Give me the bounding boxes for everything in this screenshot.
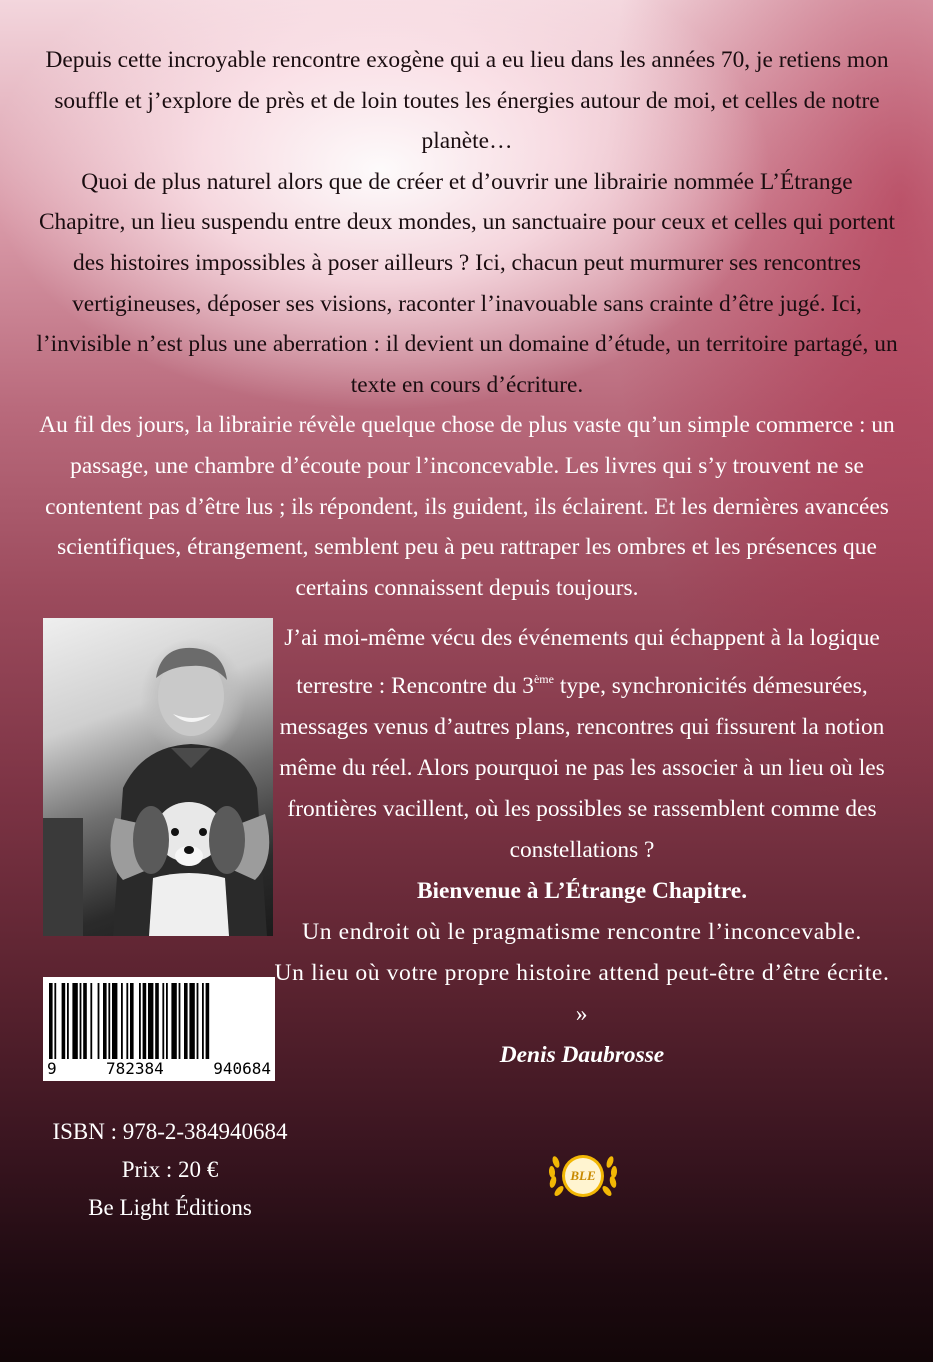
- intro-paragraph-2: Quoi de plus naturel alors que de créer et d’ouvrir une librairie nommée L’Étrange Chapitre, un lieu suspendu entre deux mondes, un sanctuaire pour ceux et celles qui portent des histoires impossibles à poser ailleurs ? Ici, chacun peut murmurer ses rencontres vertigineuses, déposer ses visions, raconter l’inavouable sans crainte d’être jugé. Ici, l’invisible n’est plus une aberration : il devient un domaine d’étude, un territoire partagé, un texte en cours d’écriture.: [36, 168, 898, 398]
- barcode-bar: [206, 983, 210, 1059]
- barcode-bar: [139, 983, 141, 1059]
- author-paragraph: [272, 618, 892, 871]
- intro-paragraph-3: Au fil des jours, la librairie révèle quelque chose de plus vaste qu’un simple commerce : un passage, une chambre d’écoute pour l’inconcevable. Les livres qui s’y trouvent ne se contentent pas d’être lus ; ils répondent, ils guident, ils éclairent. Et les dernières avancées scientifiques, étrangement, semblent peu à peu rattraper les ombres et les présences que certains connaissent depuis toujours.: [39, 412, 895, 601]
- barcode-bar: [143, 983, 147, 1059]
- barcode-bar: [103, 983, 107, 1059]
- isbn-text: ISBN : 978-2-384940684: [52, 1119, 288, 1144]
- barcode-bar: [49, 983, 53, 1059]
- publisher-text: Be Light Éditions: [88, 1195, 252, 1220]
- barcode-bar: [121, 983, 123, 1059]
- publisher-logo: [544, 1148, 622, 1204]
- author-photo: [43, 618, 273, 936]
- barcode-bar: [130, 983, 134, 1059]
- barcode-bar: [162, 983, 164, 1059]
- barcode-bar: [54, 983, 56, 1059]
- barcode-bar: [166, 983, 168, 1059]
- barcode-bar: [179, 983, 181, 1059]
- author-signature: Denis Daubrosse: [499, 1042, 665, 1068]
- barcode-number: [47, 1059, 271, 1078]
- barcode-bar: [184, 983, 188, 1059]
- barcode-bar: [189, 983, 194, 1059]
- barcode-bar: [83, 983, 87, 1059]
- barcode-bar: [90, 983, 92, 1059]
- barcode-bar: [108, 983, 110, 1059]
- laurel-wreath-icon: [544, 1148, 622, 1204]
- barcode-bar: [202, 983, 204, 1059]
- barcode-bar: [72, 983, 77, 1059]
- author-text: [272, 618, 892, 1076]
- logo-letters: BLE: [570, 1168, 596, 1183]
- barcode-bar: [171, 983, 176, 1059]
- barcode-bar: [67, 983, 69, 1059]
- barcode-bar: [80, 983, 82, 1059]
- welcome-line: Bienvenue à L’Étrange Chapitre.: [416, 878, 748, 904]
- barcode-bar: [155, 983, 159, 1059]
- barcode-bar: [148, 983, 153, 1059]
- author-paragraph-start: J’ai moi-même vécu des événements qui échappent à la logique terrestre : Rencontre du 3: [284, 625, 880, 699]
- barcode-bar: [98, 983, 100, 1059]
- barcode-bar: [126, 983, 128, 1059]
- intro-text: [36, 40, 898, 608]
- barcode-digit-group-3: 940684: [213, 1059, 271, 1078]
- barcode-digit-group-1: 9: [47, 1059, 57, 1078]
- barcode-bar: [62, 983, 66, 1059]
- barcode-bar: [112, 983, 117, 1059]
- author-paragraph-rest: type, synchronicités démesurées, messages venus d’autres plans, rencontres qui fissurent la notion même du réel. Alors pourquoi ne pas les associer à un lieu où les frontières vacillent, où les possibles se rassemblent comme des constellations ?: [279, 673, 885, 863]
- barcode-digit-group-2: 782384: [106, 1059, 164, 1078]
- story-line: Un lieu où votre propre histoire attend peut-être d’être écrite. »: [274, 960, 890, 1027]
- intro-paragraph-1: Depuis cette incroyable rencontre exogène qui a eu lieu dans les années 70, je retiens mon souffle et j’explore de près et de loin toutes les énergies autour de moi, et celles de notre planète…: [45, 47, 889, 155]
- isbn-barcode: [43, 977, 275, 1081]
- barcode-bar: [197, 983, 199, 1059]
- book-info: [40, 1113, 300, 1227]
- author-photo-illustration: [43, 618, 273, 936]
- price-text: Prix : 20 €: [121, 1157, 219, 1182]
- ordinal-superscript: ème: [533, 672, 554, 686]
- pragmatism-line: Un endroit où le pragmatisme rencontre l’inconcevable.: [302, 919, 862, 945]
